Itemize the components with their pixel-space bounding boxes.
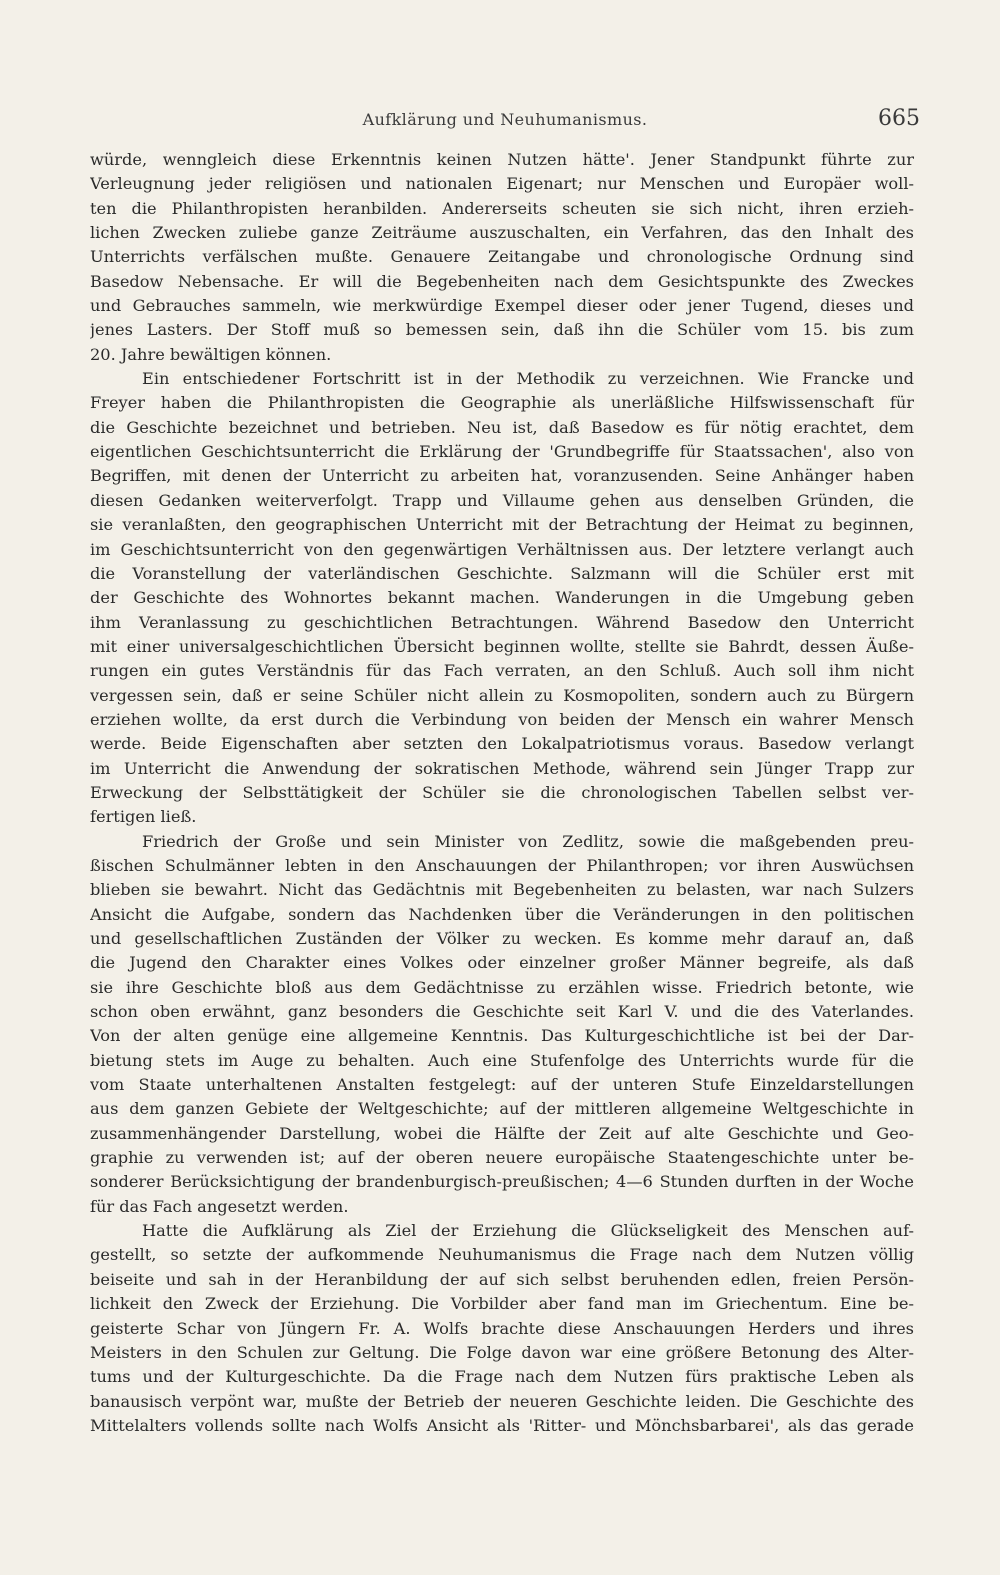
text-line: die Geschichte bezeichnet und betrieben. Neu ist, daß Basedow es für nötig erachtet, dem (90, 417, 914, 437)
text-line: banausisch verpönt war, mußte der Betrieb der neueren Geschichte leiden. Die Geschichte des (90, 1391, 914, 1411)
page-number: 665 (878, 106, 920, 131)
text-line: ßischen Schulmänner lebten in den Anschauungen der Philanthropen; vor ihren Auswüchsen (90, 855, 914, 875)
text-line: werde. Beide Eigenschaften aber setzten den Lokalpatriotismus voraus. Basedow verlangt (90, 734, 914, 754)
text-line: ihm Veranlassung zu geschichtlichen Betrachtungen. Während Basedow den Unterricht (90, 612, 914, 632)
text-line: Ein entschiedener Fortschritt ist in der Methodik zu verzeichnen. Wie Francke und (142, 369, 914, 389)
text-line: schon oben erwähnt, ganz besonders die Geschichte seit Karl V. und die des Vaterlandes. (90, 1002, 914, 1022)
text-line: Verleugnung jeder religiösen und nationalen Eigenart; nur Menschen und Europäer woll- (90, 174, 914, 194)
text-line: lichkeit den Zweck der Erziehung. Die Vorbilder aber fand man im Griechentum. Eine be- (90, 1294, 914, 1314)
text-line: geisterte Schar von Jüngern Fr. A. Wolfs brachte diese Anschauungen Herders und ihres (90, 1318, 914, 1338)
text-line: bietung stets im Auge zu behalten. Auch eine Stufenfolge des Unterrichts wurde für die (90, 1050, 914, 1070)
text-line: zusammenhängender Darstellung, wobei die Hälfte der Zeit auf alte Geschichte und Geo- (90, 1123, 914, 1143)
text-line: Hatte die Aufklärung als Ziel der Erziehung die Glückseligkeit des Menschen auf- (142, 1221, 914, 1241)
text-line: Begriffen, mit denen der Unterricht zu arbeiten hat, voranzusenden. Seine Anhänger haben (90, 466, 914, 486)
text-line: vom Staate unterhaltenen Anstalten festgelegt: auf der unteren Stufe Einzeldarstellungen (90, 1075, 914, 1095)
text-line: jenes Lasters. Der Stoff muß so bemessen sein, daß ihn die Schüler vom 15. bis zum (90, 320, 914, 340)
text-line: Friedrich der Große und sein Minister von Zedlitz, sowie die maßgebenden preu- (142, 831, 914, 851)
body-text (90, 148, 914, 1438)
text-line: Mittelalters vollends sollte nach Wolfs Ansicht als 'Ritter- und Mönchsbarbarei', als das gerade (90, 1415, 914, 1435)
text-line: Unterrichts verfälschen mußte. Genauere Zeitangabe und chronologische Ordnung sind (90, 247, 914, 267)
text-line: im Unterricht die Anwendung der sokratischen Methode, während sein Jünger Trapp zur (90, 758, 914, 778)
text-line: mit einer universalgeschichtlichen Übersicht beginnen wollte, stellte sie Bahrdt, dessen Äuße- (90, 636, 914, 656)
text-line: fertigen ließ. (90, 807, 197, 827)
text-line: Erweckung der Selbsttätigkeit der Schüler sie die chronologischen Tabellen selbst ver- (90, 782, 914, 802)
text-line: sie veranlaßten, den geographischen Unterricht mit der Betrachtung der Heimat zu beginnen, (90, 515, 914, 535)
text-line: Meisters in den Schulen zur Geltung. Die Folge davon war eine größere Betonung des Alter- (90, 1342, 914, 1362)
text-line: 20. Jahre bewältigen können. (90, 344, 332, 364)
text-line: Ansicht die Aufgabe, sondern das Nachdenken über die Veränderungen in den politischen (90, 904, 914, 924)
text-line: tums und der Kulturgeschichte. Da die Frage nach dem Nutzen fürs praktische Leben als (90, 1367, 914, 1387)
text-line: und gesellschaftlichen Zuständen der Völker zu wecken. Es komme mehr darauf an, daß (90, 929, 914, 948)
text-line: graphie zu verwenden ist; auf der oberen neuere europäische Staatengeschichte unter be- (90, 1148, 914, 1168)
text-line: der Geschichte des Wohnortes bekannt machen. Wanderungen in die Umgebung geben (90, 588, 914, 608)
text-line: ten die Philanthropisten heranbilden. Andererseits scheuten sie sich nicht, ihren erzieh- (90, 198, 914, 218)
text-line: Von der alten genüge eine allgemeine Kenntnis. Das Kulturgeschichtliche ist bei der Dar- (90, 1026, 914, 1046)
text-line: sonderer Berücksichtigung der brandenburgisch-preußischen; 4—6 Stunden durften in der Woche (90, 1172, 914, 1192)
text-line: vergessen sein, daß er seine Schüler nicht allein zu Kosmopoliten, sondern auch zu Bürgern (90, 685, 914, 705)
text-line: die Voranstellung der vaterländischen Geschichte. Salzmann will die Schüler erst mit (90, 563, 914, 583)
text-line: diesen Gedanken weiterverfolgt. Trapp und Villaume gehen aus denselben Gründen, die (90, 490, 914, 510)
running-title: Aufklärung und Neuhumanismus. (362, 110, 648, 129)
text-line: rungen ein gutes Verständnis für das Fach verraten, an den Schluß. Auch soll ihm nicht (90, 661, 914, 681)
text-line: Freyer haben die Philanthropisten die Geographie als unerläßliche Hilfswissenschaft für (90, 393, 914, 413)
text-line: lichen Zwecken zuliebe ganze Zeiträume auszuschalten, ein Verfahren, das den Inhalt des (90, 223, 914, 243)
text-line: aus dem ganzen Gebiete der Weltgeschichte; auf der mittleren allgemeine Weltgeschichte in (90, 1099, 914, 1119)
text-line: die Jugend den Charakter eines Volkes oder einzelner großer Männer begreife, als daß (90, 953, 914, 973)
text-line: beiseite und sah in der Heranbildung der auf sich selbst beruhenden edlen, freien Persön- (90, 1269, 914, 1289)
text-line: im Geschichtsunterricht von den gegenwärtigen Verhältnissen aus. Der letztere verlangt auch (90, 539, 914, 559)
running-header (90, 104, 920, 134)
text-line: gestellt, so setzte der aufkommende Neuhumanismus die Frage nach dem Nutzen völlig (90, 1245, 914, 1265)
text-line: eigentlichen Geschichtsunterricht die Erklärung der 'Grundbegriffe für Staatssachen', also von (90, 442, 914, 462)
text-line: blieben sie bewahrt. Nicht das Gedächtnis mit Begebenheiten zu belasten, war nach Sulzers (90, 880, 914, 900)
text-line: würde, wenngleich diese Erkenntnis keinen Nutzen hätte'. Jener Standpunkt führte zur (90, 150, 914, 169)
text-line: und Gebrauches sammeln, wie merkwürdige Exempel dieser oder jener Tugend, dieses und (90, 296, 914, 316)
text-line: erziehen wollte, da erst durch die Verbindung von beiden der Mensch ein wahrer Mensch (90, 709, 914, 729)
text-line: für das Fach angesetzt werden. (90, 1196, 349, 1216)
text-line: sie ihre Geschichte bloß aus dem Gedächtnisse zu erzählen wisse. Friedrich betonte, wie (90, 977, 914, 997)
text-line: Basedow Nebensache. Er will die Begebenheiten nach dem Gesichtspunkte des Zweckes (90, 271, 914, 291)
